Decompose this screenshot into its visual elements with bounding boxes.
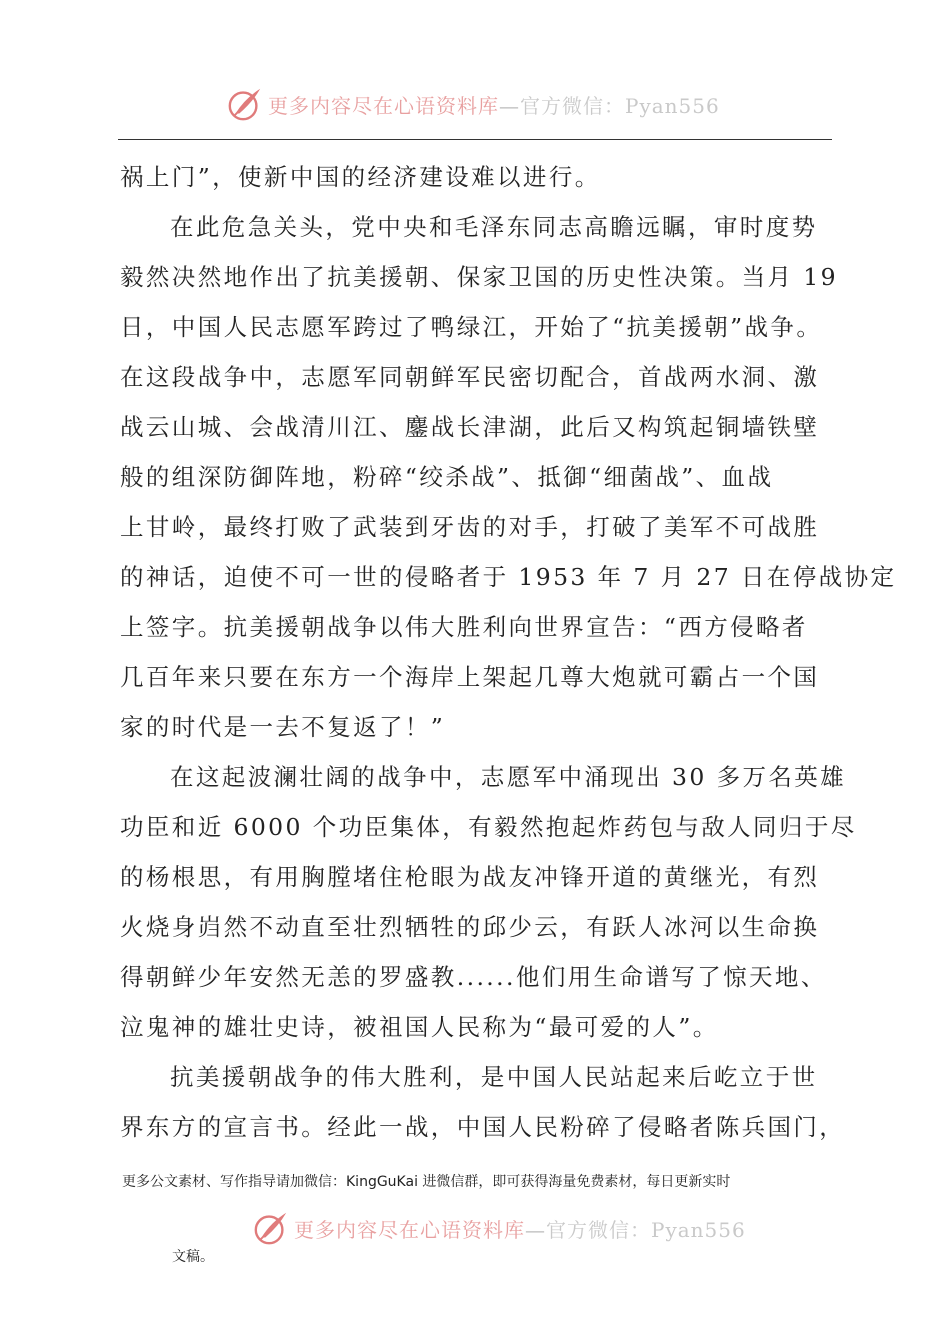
text-line: 家的时代是一去不复返了！” [120,713,446,741]
header-banner [226,84,720,124]
footer-tail: 文稿。 [172,1249,214,1265]
footer-banner [252,1208,746,1248]
text-line: 上甘岭，最终打败了武装到牙齿的对手，打破了美军不可战胜 [120,513,820,541]
text-line: 战云山城、会战清川江、鏖战长津湖，此后又构筑起铜墙铁壁 [120,413,820,441]
banner-wechat-id: Pyan556 [625,93,720,118]
header-rule [118,139,832,140]
text-line: 毅然决然地作出了抗美援朝、保家卫国的历史性决策。当月 19 [120,263,838,291]
quill-pen-logo-icon [226,85,264,123]
banner-site: 更多内容尽在心语资料库 [268,93,499,118]
quill-pen-logo-icon [252,1209,290,1247]
text-line: 得朝鲜少年安然无恙的罗盛教......他们用生命谱写了惊天地、 [120,963,827,991]
banner-wechat-label: 官方微信： [520,93,625,118]
text-line: 的杨根思，有用胸膛堵住枪眼为战友冲锋开道的黄继光，有烈 [120,863,820,891]
banner-wechat-label: 官方微信： [546,1217,651,1242]
text-line: 泣鬼神的雄壮史诗，被祖国人民称为“最可爱的人”。 [120,1013,719,1041]
banner-text [268,90,720,119]
text-line: 火烧身岿然不动直至壮烈牺牲的邱少云，有跃人冰河以生命换 [120,913,820,941]
text-line: 抗美援朝战争的伟大胜利，是中国人民站起来后屹立于世 [170,1063,818,1091]
banner-separator: — [525,1217,546,1242]
text-line: 在这段战争中，志愿军同朝鲜军民密切配合，首战两水洞、激 [120,363,820,391]
text-line: 的神话，迫使不可一世的侵略者于 1953 年 7 月 27 日在停战协定 [120,563,897,591]
text-line: 功臣和近 6000 个功臣集体，有毅然抱起炸药包与敌人同归于尽 [120,813,857,841]
banner-separator: — [499,93,520,118]
text-line: 般的组深防御阵地，粉碎“绞杀战”、抵御“细菌战”、血战 [120,463,774,491]
footer-note: 更多公文素材、写作指导请加微信：KingGuKai 进微信群，即可获得海量免费素材，每日更新实时 [122,1174,731,1190]
text-line: 日，中国人民志愿军跨过了鸭绿江，开始了“抗美援朝”战争。 [120,313,823,341]
body-text [120,152,897,1152]
text-line: 几百年来只要在东方一个海岸上架起几尊大炮就可霸占一个国 [120,663,820,691]
text-line: 祸上门”，使新中国的经济建设难以进行。 [120,163,601,191]
text-line: 在这起波澜壮阔的战争中，志愿军中涌现出 30 多万名英雄 [170,763,847,791]
banner-wechat-id: Pyan556 [651,1217,746,1242]
banner-site: 更多内容尽在心语资料库 [294,1217,525,1242]
banner-text [294,1214,746,1243]
text-line: 在此危急关头，党中央和毛泽东同志高瞻远瞩，审时度势 [170,213,818,241]
text-line: 界东方的宣言书。经此一战，中国人民粉碎了侵略者陈兵国门， [120,1113,846,1141]
text-line: 上签字。抗美援朝战争以伟大胜利向世界宣告：“西方侵略者 [120,613,808,641]
